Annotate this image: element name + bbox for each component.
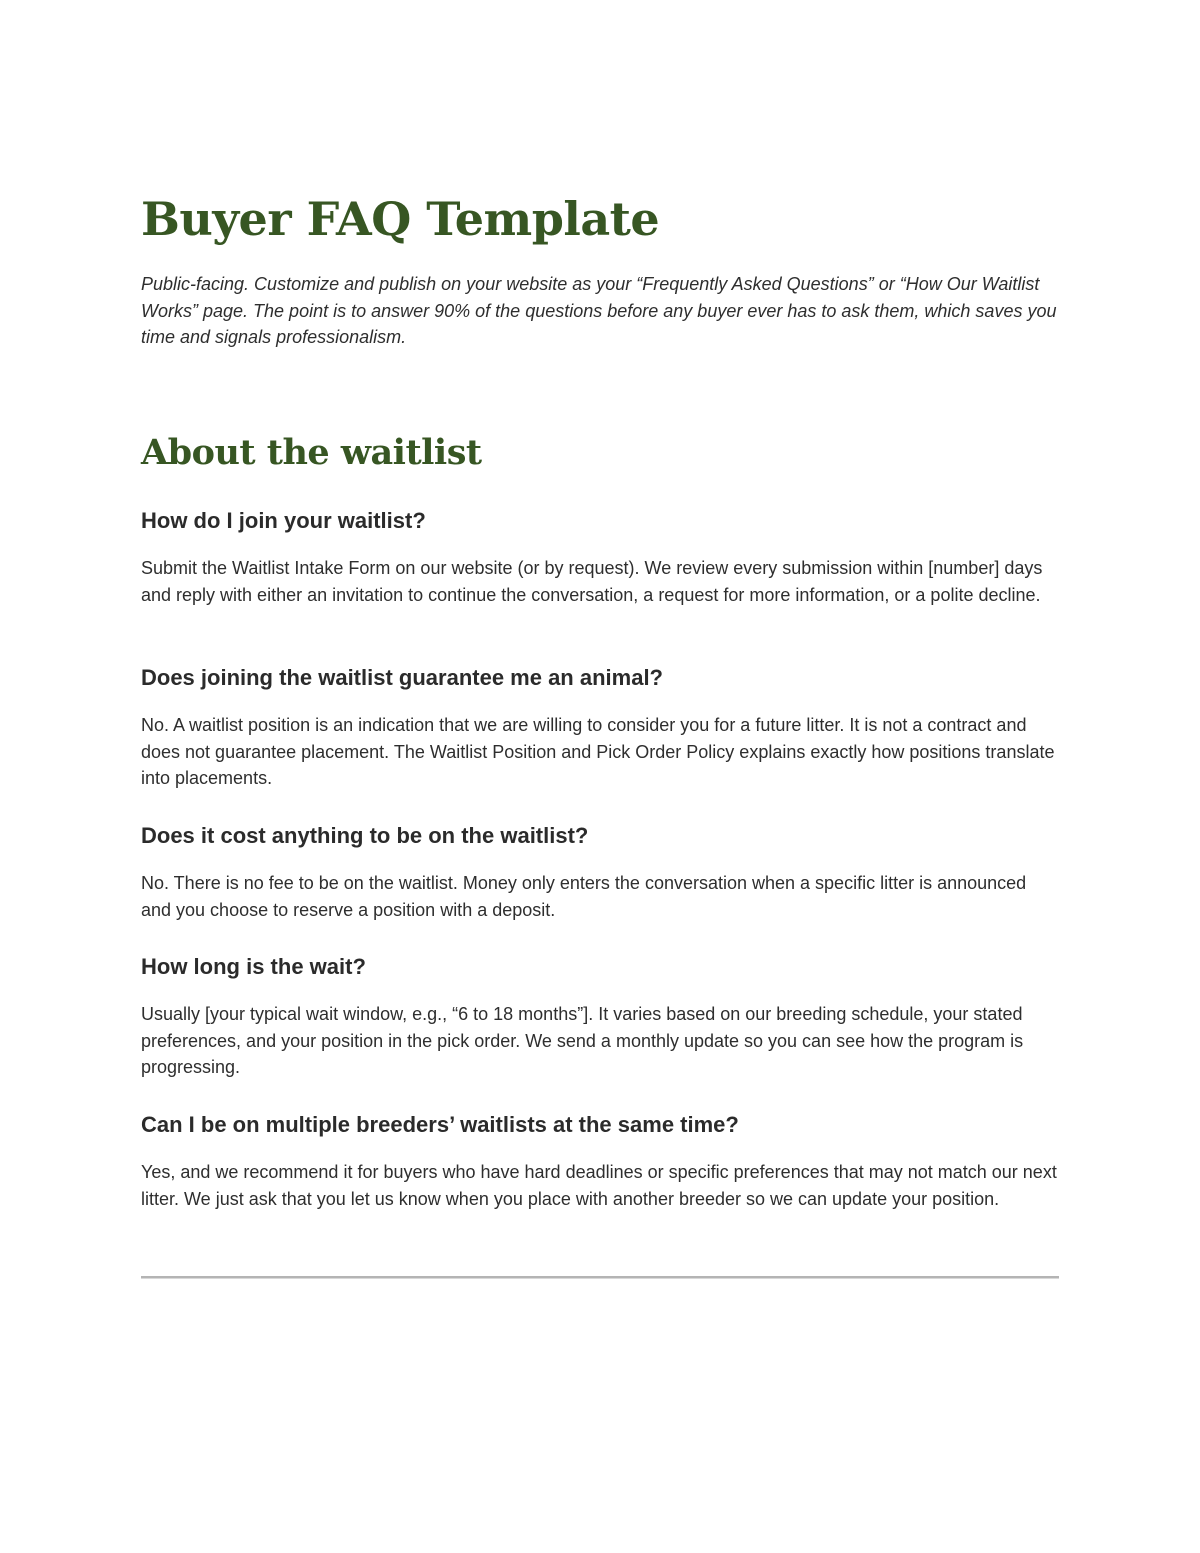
intro-paragraph: Public-facing. Customize and publish on your website as your “Frequently Asked Questions” or “How Our Waitlist Works” page. The point is to answer 90% of the questions before any buyer ever has to ask them, which saves you time and signals professionalism. — [141, 274, 1057, 347]
faq-question-guarantee: Does joining the waitlist guarantee me an animal? — [141, 665, 663, 690]
faq-question-cost: Does it cost anything to be on the waitlist? — [141, 823, 589, 848]
faq-answer-wait-length: Usually [your typical wait window, e.g., “6 to 18 months”]. It varies based on our breeding schedule, your stated preferences, and your position in the pick order. We send a monthly update so you can see how the program is progressing. — [141, 1004, 1024, 1077]
page-title: Buyer FAQ Template — [141, 192, 660, 246]
faq-question-wait-length: How long is the wait? — [141, 954, 366, 979]
faq-answer-join: Submit the Waitlist Intake Form on our website (or by request). We review every submission within [number] days and reply with either an invitation to continue the conversation, a request for more information, or a polite decline. — [141, 558, 1043, 605]
section-heading-waitlist: About the waitlist — [141, 432, 482, 473]
horizontal-rule — [141, 1276, 1059, 1279]
faq-question-join: How do I join your waitlist? — [141, 508, 426, 533]
faq-answer-guarantee: No. A waitlist position is an indication that we are willing to consider you for a future litter. It is not a contract and does not guarantee placement. The Waitlist Position and Pick Order Policy explains exactly how positions translate into placements. — [141, 715, 1055, 788]
faq-answer-multiple-waitlists: Yes, and we recommend it for buyers who have hard deadlines or specific preferences that may not match our next litter. We just ask that you let us know when you place with another breeder so we can update your position. — [141, 1162, 1057, 1209]
faq-answer-cost: No. There is no fee to be on the waitlist. Money only enters the conversation when a specific litter is announced and you choose to reserve a position with a deposit. — [141, 873, 1027, 920]
faq-question-multiple-waitlists: Can I be on multiple breeders’ waitlists at the same time? — [141, 1112, 739, 1137]
